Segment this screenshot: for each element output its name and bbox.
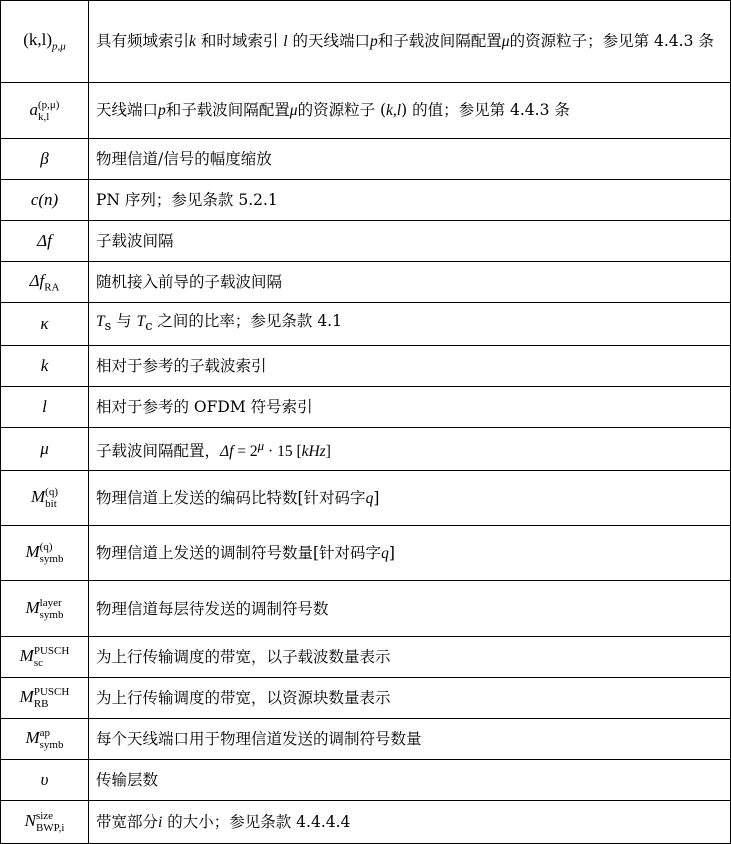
symbol-cell: β (1, 139, 89, 180)
symbol-cell: M layer symb (1, 581, 89, 637)
table-row (1, 719, 731, 760)
symbol-cell: κ (1, 303, 89, 346)
table-row (1, 303, 731, 346)
table-row (1, 346, 731, 387)
table-row (1, 801, 731, 844)
description-cell: 相对于参考的 OFDM 符号索引 (89, 387, 731, 428)
table-row (1, 637, 731, 678)
symbol-cell: c(n) (1, 180, 89, 221)
symbol-cell: M ap symb (1, 719, 89, 760)
table-row (1, 221, 731, 262)
table-row (1, 526, 731, 581)
table-row (1, 83, 731, 139)
symbol-cell: k (1, 346, 89, 387)
symbol-cell: l (1, 387, 89, 428)
symbol-cell: $(k,l)_{p,\mu}$ (1, 1, 89, 83)
description-cell: 相对于参考的子载波索引 (89, 346, 731, 387)
table-row (1, 428, 731, 471)
symbol-cell: M (q) bit (1, 471, 89, 526)
symbol-cell: M (q) symb (1, 526, 89, 581)
symbol-cell: a (p,μ) k,l (1, 83, 89, 139)
description-cell: 每个天线端口用于物理信道发送的调制符号数量 (89, 719, 731, 760)
table-row (1, 1, 731, 83)
description-cell: PN 序列；参见条款 5.2.1 (89, 180, 731, 221)
table-row (1, 387, 731, 428)
description-cell: 物理信道/信号的幅度缩放 (89, 139, 731, 180)
table-row (1, 471, 731, 526)
table-row (1, 262, 731, 303)
description-cell: 物理信道上发送的编码比特数[针对码字q] (89, 471, 731, 526)
symbol-cell: Δf (1, 221, 89, 262)
symbol-cell: μ (1, 428, 89, 471)
table-row (1, 678, 731, 719)
table-row (1, 139, 731, 180)
table-row (1, 180, 731, 221)
description-cell: 具有频域索引k 和时域索引 l 的天线端口p和子载波间隔配置μ的资源粒子；参见第 4.4.3 条 (89, 1, 731, 83)
symbol-cell: υ (1, 760, 89, 801)
description-cell: 传输层数 (89, 760, 731, 801)
description-cell: 物理信道每层待发送的调制符号数 (89, 581, 731, 637)
description-cell: 子载波间隔配置，$\Delta f = 2^\mu \cdot 15$ [kHz] (89, 428, 731, 471)
table-row (1, 581, 731, 637)
table-row (1, 760, 731, 801)
symbol-cell: $\Delta f_{RA}$ (1, 262, 89, 303)
description-cell: 子载波间隔 (89, 221, 731, 262)
description-cell: 为上行传输调度的带宽，以资源块数量表示 (89, 678, 731, 719)
description-cell: $T_s$ 与 $T_c$ 之间的比率；参见条款 4.1 (89, 303, 731, 346)
description-cell: 天线端口p和子载波间隔配置μ的资源粒子 (k,l) 的值；参见第 4.4.3 条 (89, 83, 731, 139)
symbol-cell: N size BWP,i (1, 801, 89, 844)
description-cell: 带宽部分i 的大小；参见条款 4.4.4.4 (89, 801, 731, 844)
symbol-cell: M PUSCH RB (1, 678, 89, 719)
description-cell: 随机接入前导的子载波间隔 (89, 262, 731, 303)
description-cell: 为上行传输调度的带宽，以子载波数量表示 (89, 637, 731, 678)
description-cell: 物理信道上发送的调制符号数量[针对码字q] (89, 526, 731, 581)
symbol-cell: M PUSCH sc (1, 637, 89, 678)
